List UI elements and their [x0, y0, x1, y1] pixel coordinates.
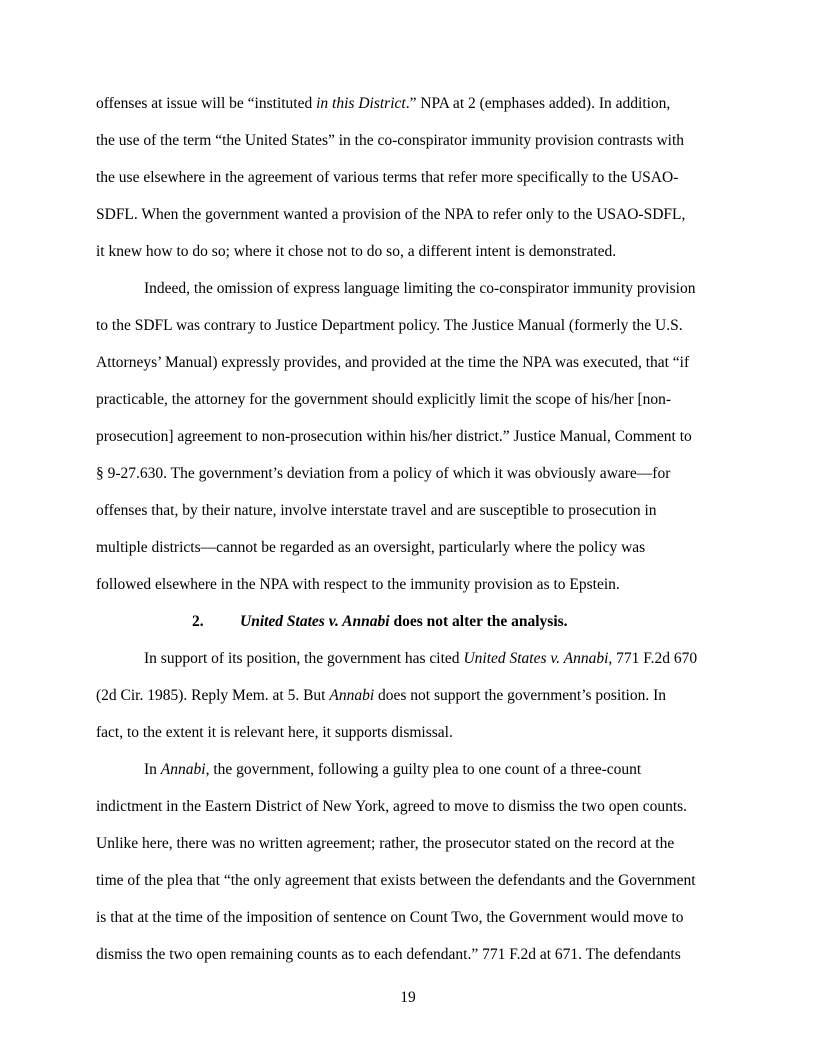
text-line: In support of its position, the government has cited United States v. Annabi, 771 F.2d 670 [144, 650, 698, 667]
text-line: is that at the time of the imposition of sentence on Count Two, the Government would move to [96, 909, 684, 926]
text-line: offenses at issue will be “instituted in this District.” NPA at 2 (emphases added). In addition, [96, 95, 671, 112]
text-line: Attorneys’ Manual) expressly provides, and provided at the time the NPA was executed, that “if [96, 354, 690, 371]
text-line: SDFL. When the government wanted a provision of the NPA to refer only to the USAO-SDFL, [96, 206, 686, 223]
text-line: the use elsewhere in the agreement of various terms that refer more specifically to the USAO- [96, 169, 679, 186]
text-line: In Annabi, the government, following a guilty plea to one count of a three-count [144, 761, 642, 778]
section-number: 2. [192, 613, 204, 630]
text-line: offenses that, by their nature, involve interstate travel and are susceptible to prosecution in [96, 502, 657, 519]
page-number: 19 [400, 989, 416, 1006]
text-line: indictment in the Eastern District of New York, agreed to move to dismiss the two open counts. [96, 798, 688, 815]
text-line: § 9-27.630. The government’s deviation from a policy of which it was obviously aware—for [96, 465, 671, 482]
text-line: Indeed, the omission of express language limiting the co-conspirator immunity provision [144, 280, 696, 297]
text-line: to the SDFL was contrary to Justice Department policy. The Justice Manual (formerly the U.S. [96, 317, 683, 334]
text-line: followed elsewhere in the NPA with respect to the immunity provision as to Epstein. [96, 576, 620, 593]
text-line: (2d Cir. 1985). Reply Mem. at 5. But Annabi does not support the government’s position. In [96, 687, 667, 704]
text-line: it knew how to do so; where it chose not to do so, a different intent is demonstrated. [96, 243, 617, 260]
text-line: dismiss the two open remaining counts as to each defendant.” 771 F.2d at 671. The defendants [96, 946, 681, 963]
text-line: fact, to the extent it is relevant here, it supports dismissal. [96, 724, 453, 741]
text-line: multiple districts—cannot be regarded as an oversight, particularly where the policy was [96, 539, 646, 556]
text-line: practicable, the attorney for the government should explicitly limit the scope of his/her [non- [96, 391, 672, 408]
text-line: the use of the term “the United States” in the co-conspirator immunity provision contrasts with [96, 132, 685, 149]
section-title: United States v. Annabi does not alter the analysis. [240, 613, 568, 630]
section-heading [0, 611, 816, 633]
text-line: time of the plea that “the only agreement that exists between the defendants and the Government [96, 872, 696, 889]
text-line: prosecution] agreement to non-prosecution within his/her district.” Justice Manual, Comment to [96, 428, 692, 445]
text-line: Unlike here, there was no written agreement; rather, the prosecutor stated on the record at the [96, 835, 675, 852]
